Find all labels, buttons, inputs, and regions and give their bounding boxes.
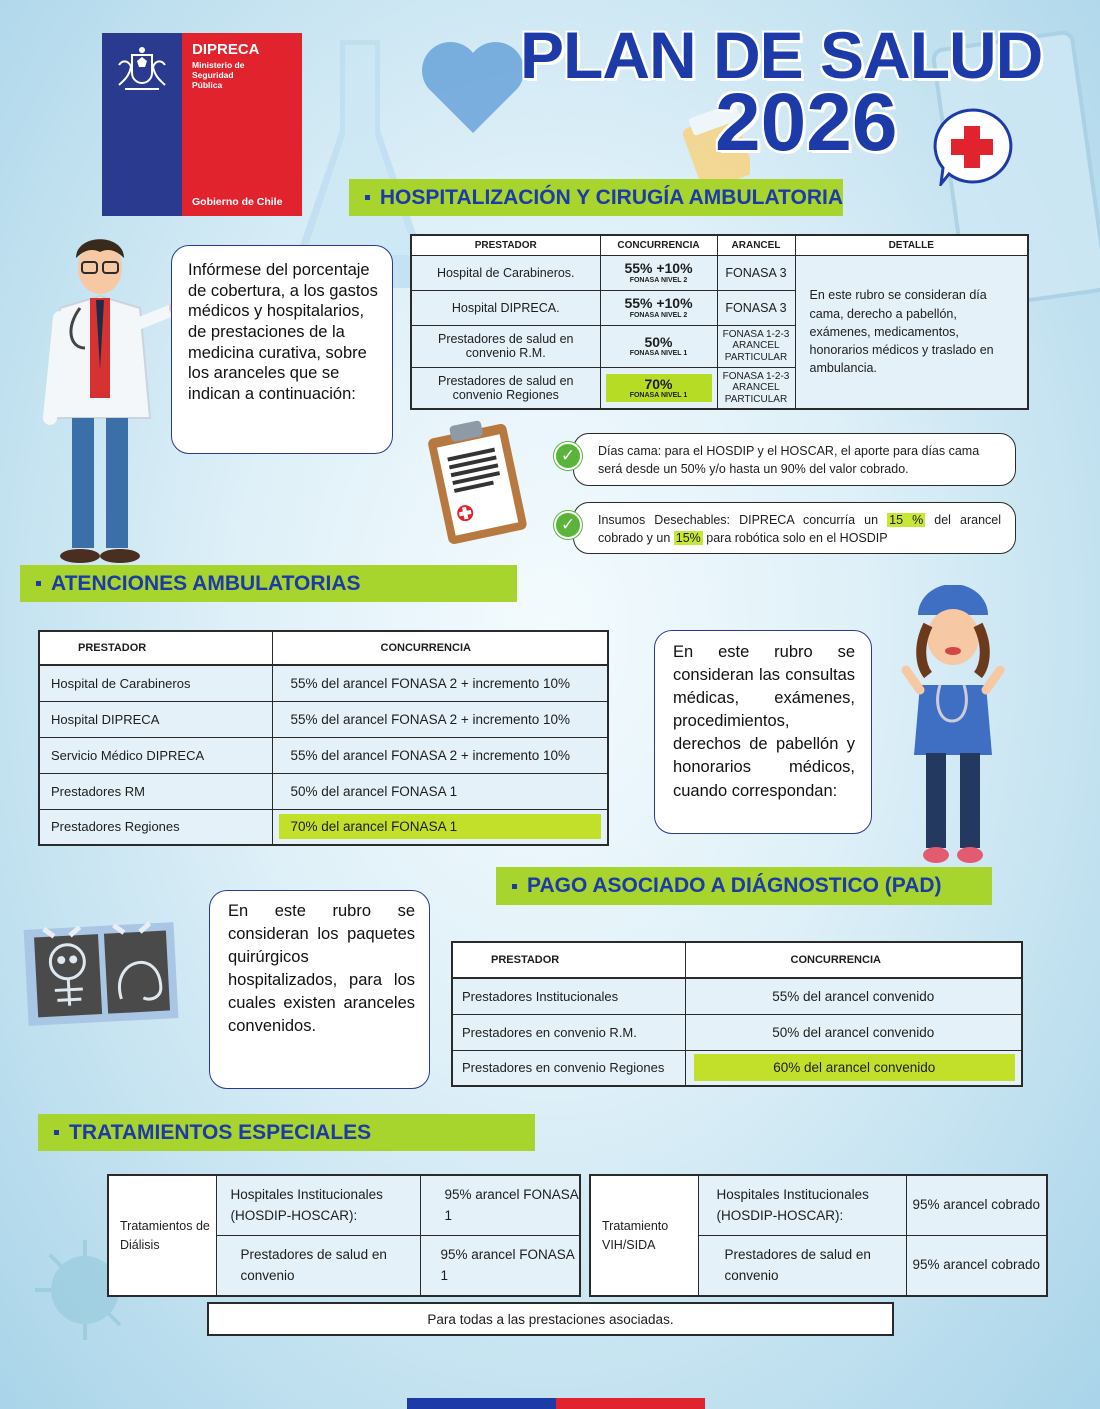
logo-blue-panel [102, 33, 182, 216]
especiales-footer [207, 1302, 894, 1336]
col-concurrencia: CONCURRENCIA [600, 235, 717, 255]
note-dias-cama [573, 433, 1016, 486]
section-hospitalizacion-title: HOSPITALIZACIÓN Y CIRUGÍA AMBULATORIA [379, 185, 843, 209]
heart-icon [418, 38, 528, 138]
section-ambulatorias [20, 565, 517, 602]
col-prestador: PRESTADOR [411, 235, 600, 255]
hospitalizacion-table [410, 234, 1029, 410]
ambulatorias-table [38, 630, 609, 846]
table-row: Prestadores Institucionales 55% del arancel convenido [452, 978, 1022, 1014]
doctor-illustration [30, 228, 190, 568]
pad-table [451, 941, 1023, 1087]
table-row: Prestadores de salud en convenio 95% arancel FONASA 1 [108, 1236, 580, 1297]
cell-arancel: FONASA 1-2-3 ARANCEL PARTICULAR [717, 367, 795, 409]
table-row: Hospital de Carabineros 55% del arancel FONASA 2 + incremento 10% [39, 665, 608, 701]
flag-bar [407, 1398, 705, 1409]
check-icon: ✓ [554, 511, 582, 539]
cell-detalle: En este rubro se consideran día cama, derecho a pabellón, exámenes, medicamentos, honorarios médicos y traslado en ambulancia. [795, 255, 1028, 409]
cell-arancel: FONASA 3 [717, 255, 795, 290]
cell-concurrencia: 50% FONASA NIVEL 1 [600, 325, 717, 367]
check-icon: ✓ [554, 442, 582, 470]
table-row: Prestadores en convenio Regiones 60% del arancel convenido [452, 1050, 1022, 1086]
table-row: Prestadores RM 50% del arancel FONASA 1 [39, 773, 608, 809]
cell-arancel: FONASA 3 [717, 290, 795, 325]
medical-clipboard-icon [423, 418, 531, 546]
col-prestador: PRESTADOR [452, 942, 685, 978]
note-dias-cama-text: Días cama: para el HOSDIP y el HOSCAR, el aporte para días cama será desde un 50% y/o hasta un 90% del valor cobrado. [598, 444, 980, 477]
table-row: Tratamientos de Diálisis Hospitales Institucionales (HOSDIP-HOSCAR): 95% arancel FONASA 1 [108, 1175, 580, 1236]
xray-icon [22, 920, 180, 1026]
logo-red-panel [182, 33, 302, 216]
logo-brand: DIPRECA [192, 41, 260, 58]
table-row: Tratamiento VIH/SIDA Hospitales Institucionales (HOSDIP-HOSCAR): 95% arancel cobrado [590, 1175, 1047, 1236]
cell-prestador: Prestadores de salud en convenio R.M. [411, 325, 600, 367]
medical-cross-icon [930, 106, 1016, 186]
ambulatorias-bubble-text: En este rubro se consideran las consultas médicas, exámenes, procedimientos, derechos de pabellón y honorarios médicos, cuando correspondan: [673, 643, 855, 800]
section-hospitalizacion [349, 179, 843, 216]
table-row: Prestadores en convenio R.M. 50% del arancel convenido [452, 1014, 1022, 1050]
cell-arancel: FONASA 1-2-3 ARANCEL PARTICULAR [717, 325, 795, 367]
col-prestador: PRESTADOR [39, 631, 272, 665]
cell-prestador: Hospital DIPRECA. [411, 290, 600, 325]
coat-of-arms-icon [113, 45, 171, 97]
section-especiales [38, 1114, 535, 1151]
logo-government: Gobierno de Chile [192, 196, 283, 208]
cell-prestador: Prestadores de salud en convenio Regiones [411, 367, 600, 409]
pad-bubble [209, 890, 430, 1089]
vih-label: Tratamiento VIH/SIDA [590, 1175, 698, 1296]
dipreca-logo [102, 33, 302, 216]
table-row: Servicio Médico DIPRECA 55% del arancel FONASA 2 + incremento 10% [39, 737, 608, 773]
page-title: PLAN DE SALUD [520, 18, 1043, 92]
dialisis-label: Tratamientos de Diálisis [108, 1175, 216, 1296]
table-row: Hospital DIPRECA 55% del arancel FONASA 2 + incremento 10% [39, 701, 608, 737]
section-especiales-title: TRATAMIENTOS ESPECIALES [69, 1120, 372, 1144]
pad-bubble-text: En este rubro se consideran los paquetes quirúrgicos hospitalizados, para los cuales existen aranceles convenidos. [228, 902, 415, 1036]
cell-concurrencia: 55% +10% FONASA NIVEL 2 [600, 255, 717, 290]
cell-concurrencia: 55% +10% FONASA NIVEL 2 [600, 290, 717, 325]
vih-table [589, 1174, 1048, 1297]
cell-concurrencia: 70% FONASA NIVEL 1 [600, 367, 717, 409]
section-pad [496, 867, 992, 905]
page-title-year: 2026 [715, 77, 898, 168]
table-row [411, 255, 1028, 290]
section-pad-title: PAGO ASOCIADO A DIÁGNOSTICO (PAD) [527, 874, 942, 897]
table-row: Prestadores Regiones 70% del arancel FONASA 1 [39, 809, 608, 845]
intro-text: Infórmese del porcentaje de cobertura, a los gastos médicos y hospitalarios, de prestaciones de la medicina curativa, sobre los aranceles que se indican a continuación: [188, 261, 378, 403]
col-detalle: DETALLE [795, 235, 1028, 255]
ambulatorias-bubble [654, 630, 872, 834]
logo-ministry: Ministerio de Seguridad Pública [192, 60, 245, 90]
note-insumos: Insumos Desechables: DIPRECA concurría un 15 % del arancel cobrado y un 15% para robótica solo en el HOSDIP [573, 502, 1016, 554]
section-ambulatorias-title: ATENCIONES AMBULATORIAS [51, 571, 361, 595]
table-row: Prestadores de salud en convenio 95% arancel cobrado [590, 1236, 1047, 1297]
cell-prestador: Hospital de Carabineros. [411, 255, 600, 290]
intro-bubble [171, 245, 393, 454]
dialisis-table [107, 1174, 581, 1297]
col-concurrencia: CONCURRENCIA [685, 942, 1022, 978]
col-concurrencia: CONCURRENCIA [272, 631, 608, 665]
col-arancel: ARANCEL [717, 235, 795, 255]
especiales-footer-text: Para todas a las prestaciones asociadas. [427, 1311, 674, 1327]
nurse-illustration [898, 585, 1008, 875]
